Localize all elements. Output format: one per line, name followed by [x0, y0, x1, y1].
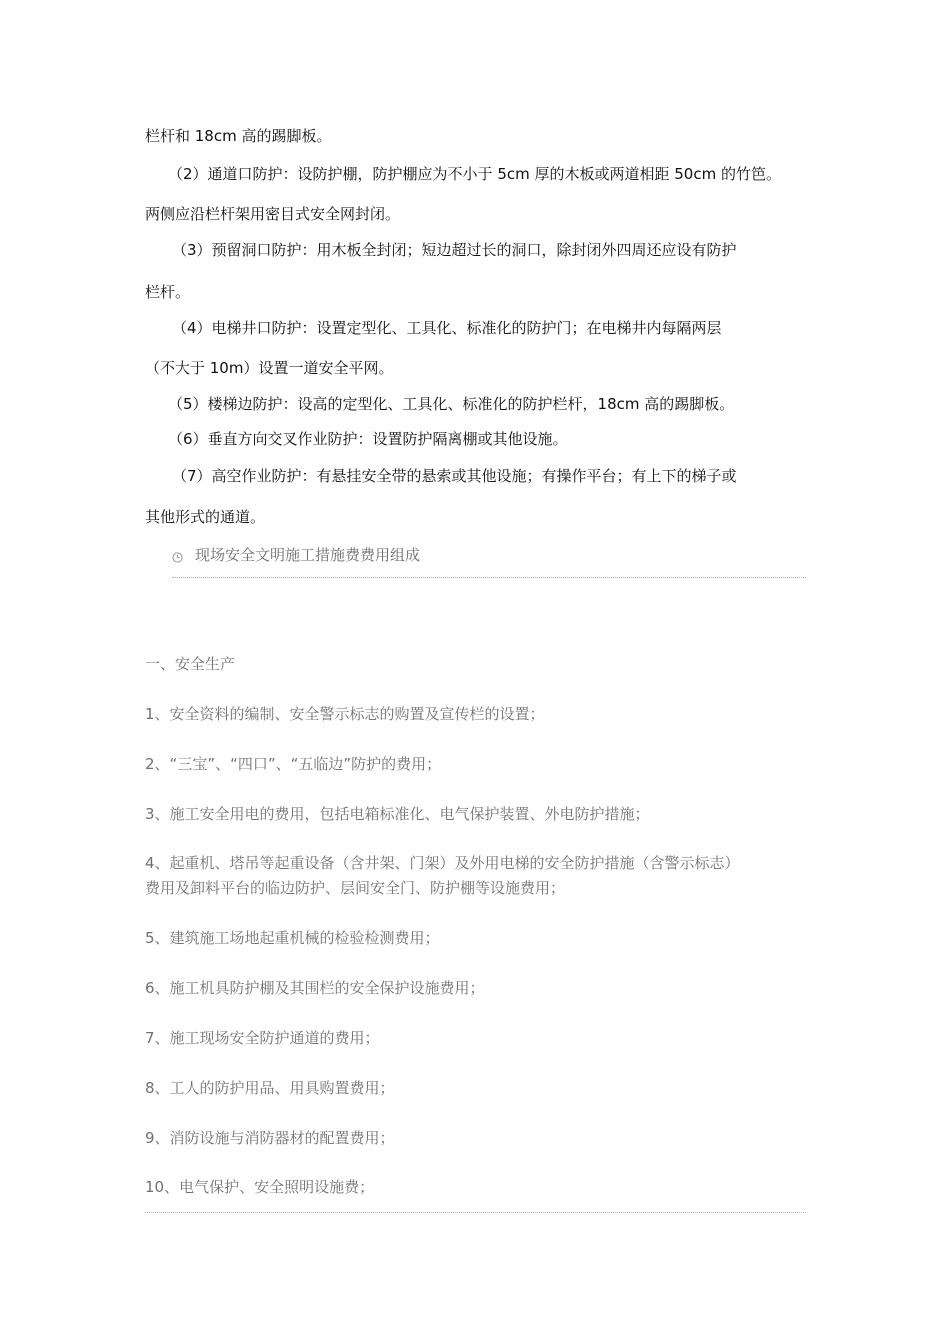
list-heading: 一、安全生产 [145, 655, 236, 673]
paragraph-line: （6）垂直方向交叉作业防护：设置防护隔离棚或其他设施。 [168, 430, 568, 448]
section-header [172, 543, 420, 565]
divider [172, 577, 806, 578]
list-item: 10、电气保护、安全照明设施费； [145, 1178, 375, 1196]
paragraph-line: 两侧应沿栏杆架用密目式安全网封闭。 [145, 205, 401, 223]
list-item: 6、施工机具防护棚及其围栏的安全保护设施费用； [145, 979, 485, 997]
paragraph-line: （5）楼梯边防护：设高的定型化、工具化、标准化的防护栏杆，18cm 高的踢脚板。 [168, 395, 735, 413]
paragraph-line: （不大于 10m）设置一道安全平网。 [145, 359, 394, 377]
paragraph-line: （2）通道口防护：设防护棚，防护棚应为不小于 5cm 厚的木板或两道相距 50cm 的竹笆。 [168, 165, 781, 183]
paragraph-line: 栏杆和 18cm 高的踢脚板。 [145, 127, 332, 145]
paragraph-line: （7）高空作业防护：有悬挂安全带的悬索或其他设施；有操作平台；有上下的梯子或 [172, 467, 737, 485]
list-item: 2、“三宝”、“四口”、“五临边”防护的费用； [145, 755, 442, 773]
list-item: 8、工人的防护用品、用具购置费用； [145, 1079, 395, 1097]
list-item: 4、起重机、塔吊等起重设备（含井架、门架）及外用电梯的安全防护措施（含警示标志） [145, 854, 740, 872]
list-item: 9、消防设施与消防器材的配置费用； [145, 1129, 395, 1147]
list-item: 3、施工安全用电的费用，包括电箱标准化、电气保护装置、外电防护措施； [145, 805, 650, 823]
section-title: 现场安全文明施工措施费费用组成 [195, 545, 421, 564]
list-item: 7、施工现场安全防护通道的费用； [145, 1029, 380, 1047]
paragraph-line: 栏杆。 [145, 283, 191, 301]
paragraph-line: （3）预留洞口防护：用木板全封闭；短边超过长的洞口，除封闭外四周还应设有防护 [172, 241, 737, 259]
clock-icon [172, 549, 183, 560]
paragraph-line: 其他形式的通道。 [145, 508, 266, 526]
list-item-continuation: 费用及卸料平台的临边防护、层间安全门、防护棚等设施费用； [145, 879, 566, 897]
divider [145, 1212, 806, 1213]
list-item: 1、安全资料的编制、安全警示标志的购置及宣传栏的设置； [145, 705, 545, 723]
list-item: 5、建筑施工场地起重机械的检验检测费用； [145, 929, 440, 947]
paragraph-line: （4）电梯井口防护：设置定型化、工具化、标准化的防护门；在电梯井内每隔两层 [172, 319, 722, 337]
